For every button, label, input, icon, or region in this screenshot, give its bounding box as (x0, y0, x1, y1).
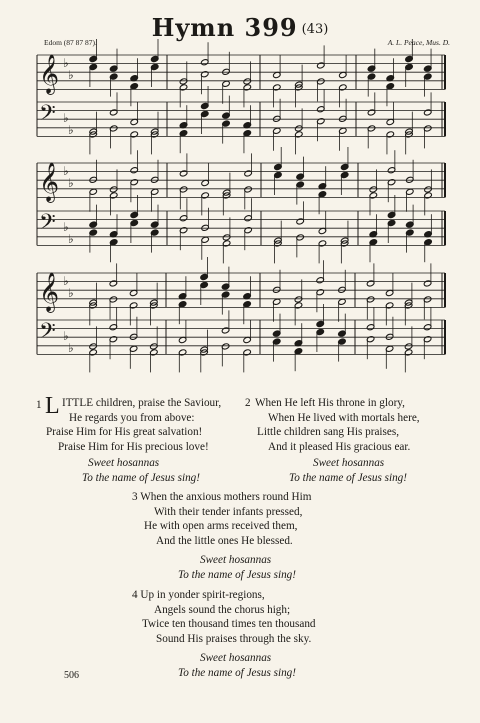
verse-3 (132, 490, 311, 583)
flat-icon: ♭ (63, 111, 69, 125)
verse-3-line-1: 3 When the anxious mothers round Him (132, 491, 312, 503)
bass-clef-icon: 𝄢 (39, 101, 56, 131)
flat-icon: ♭ (63, 164, 69, 178)
alt-hymn-number: (43) (301, 22, 329, 37)
verse-1 (62, 396, 221, 425)
verse-3-refrain-1: Sweet hosannas (200, 554, 272, 567)
verse-3-line-2: With their tender infants pressed, (154, 505, 303, 518)
verse-1-line-3: Praise Him for His great salvation! (46, 426, 203, 438)
verse-1-line-1: ITTLE children, praise the Saviour, (62, 397, 222, 409)
bass-clef-icon: 𝄢 (39, 210, 56, 240)
verse-4-line-1: 4 Up in yonder spirit-regions, (132, 589, 265, 601)
treble-clef-icon: 𝄞 (39, 272, 60, 312)
hymn-title: Hymn 399 (43) (151, 13, 329, 42)
treble-clef-icon: 𝄞 (39, 162, 60, 202)
flat-icon: ♭ (63, 274, 69, 288)
verse-4-refrain-2: To the name of Jesus sing! (178, 666, 296, 679)
verse-4-line-4: Sound His praises through the sky. (156, 632, 312, 645)
drop-cap: L (45, 393, 60, 419)
page-number: 506 (64, 670, 79, 681)
flat-icon: ♭ (63, 220, 69, 234)
verse-1-refrain-2: To the name of Jesus sing! (82, 471, 200, 484)
verse-2-line-1: When He left His throne in glory, (255, 397, 405, 409)
verse-3-line-4: And the little ones He blessed. (156, 534, 293, 547)
flat-icon: ♭ (68, 123, 74, 137)
tune-name: Edom (87 87 87). (44, 38, 97, 47)
flat-icon: ♭ (68, 286, 74, 300)
verse-2-line-2: When He lived with mortals here, (268, 411, 420, 424)
flat-icon: ♭ (68, 341, 74, 355)
verse-4 (132, 588, 316, 681)
verse-2 (245, 396, 420, 486)
verse-2-line-3: Little children sang His praises, (257, 426, 399, 439)
verse-1-cont (46, 425, 209, 485)
treble-clef-icon: 𝄞 (39, 54, 60, 94)
bass-clef-icon: 𝄢 (39, 319, 56, 349)
verse-2-refrain-2: To the name of Jesus sing! (289, 471, 407, 484)
flat-icon: ♭ (68, 232, 74, 246)
composer-credit: A. L. Peace, Mus. D. (387, 38, 450, 47)
flat-icon: ♭ (63, 56, 69, 70)
verse-1-number: 1 (36, 399, 42, 411)
verse-4-line-3: Twice ten thousand times ten thousand (142, 618, 316, 631)
verse-1-line-4: Praise Him for His precious love! (58, 440, 209, 453)
verse-2-refrain-1: Sweet hosannas (313, 457, 385, 470)
verse-4-line-2: Angels sound the chorus high; (154, 603, 291, 616)
flat-icon: ♭ (63, 329, 69, 343)
flat-icon: ♭ (68, 176, 74, 190)
flat-icon: ♭ (68, 68, 74, 82)
verse-3-line-3: He with open arms received them, (144, 520, 298, 533)
verse-4-refrain-1: Sweet hosannas (200, 652, 272, 665)
verse-2-number: 2 (245, 397, 251, 409)
verse-1-line-2: He regards you from above: (69, 411, 195, 424)
verse-2-line-4: And it pleased His gracious ear. (268, 440, 411, 453)
verse-1-refrain-1: Sweet hosannas (88, 457, 160, 470)
verse-3-refrain-2: To the name of Jesus sing! (178, 568, 296, 581)
